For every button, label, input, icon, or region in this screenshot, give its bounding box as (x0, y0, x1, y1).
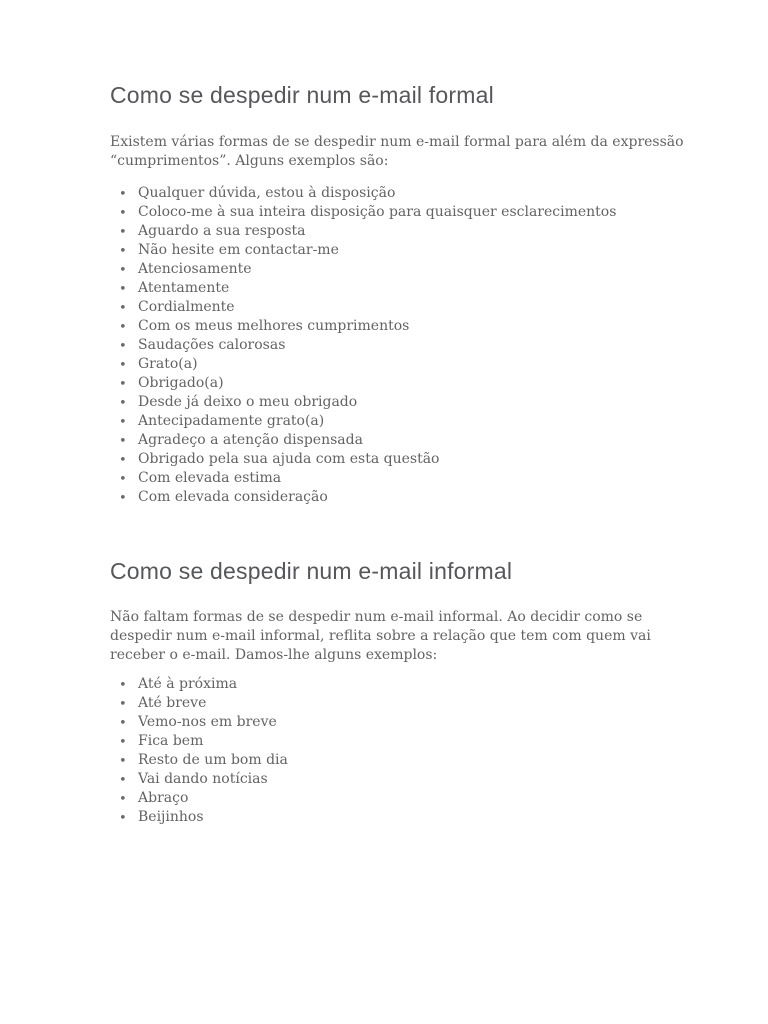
list-item: • Desde já deixo o meu obrigado (110, 393, 616, 412)
list-item: • Vai dando notícias (110, 770, 288, 789)
text-line: despedir num e-mail informal, reflita sobre a relação que tem com quem vai (110, 628, 651, 644)
list-item: • Grato(a) (110, 355, 616, 374)
list-item: • Agradeço a atenção dispensada (110, 431, 616, 450)
list-item: • Obrigado pela sua ajuda com esta questão (110, 450, 616, 469)
list-item: • Não hesite em contactar-me (110, 241, 616, 260)
list-item: • Saudações calorosas (110, 336, 616, 355)
list-item: • Com elevada estima (110, 469, 616, 488)
list-item: • Qualquer dúvida, estou à disposição (110, 184, 616, 203)
list-item: • Coloco-me à sua inteira disposição para quaisquer esclarecimentos (110, 203, 616, 222)
text-line: Existem várias formas de se despedir num e-mail formal para além da expressão (110, 134, 684, 150)
list-item: • Cordialmente (110, 298, 616, 317)
list-item: • Com os meus melhores cumprimentos (110, 317, 616, 336)
text-line: “cumprimentos”. Alguns exemplos são: (110, 153, 389, 169)
text-line: receber o e-mail. Damos-lhe alguns exemplos: (110, 647, 438, 663)
list-item: • Antecipadamente grato(a) (110, 412, 616, 431)
list-item: • Obrigado(a) (110, 374, 616, 393)
list-item: • Vemo-nos em breve (110, 713, 288, 732)
list-item: • Beijinhos (110, 808, 288, 827)
section-title-formal: Como se despedir num e-mail formal (110, 82, 494, 108)
list-item: • Atenciosamente (110, 260, 616, 279)
intro-paragraph-formal (110, 133, 684, 171)
list-item: • Resto de um bom dia (110, 751, 288, 770)
text-line: Não faltam formas de se despedir num e-mail informal. Ao decidir como se (110, 609, 643, 625)
formal-closings-list (110, 184, 616, 507)
list-item: • Atentamente (110, 279, 616, 298)
list-item: • Fica bem (110, 732, 288, 751)
intro-paragraph-informal (110, 608, 651, 665)
list-item: • Aguardo a sua resposta (110, 222, 616, 241)
list-item: • Com elevada consideração (110, 488, 616, 507)
informal-closings-list (110, 675, 288, 827)
list-item: • Abraço (110, 789, 288, 808)
list-item: • Até breve (110, 694, 288, 713)
section-title-informal: Como se despedir num e-mail informal (110, 558, 513, 584)
list-item: • Até à próxima (110, 675, 288, 694)
